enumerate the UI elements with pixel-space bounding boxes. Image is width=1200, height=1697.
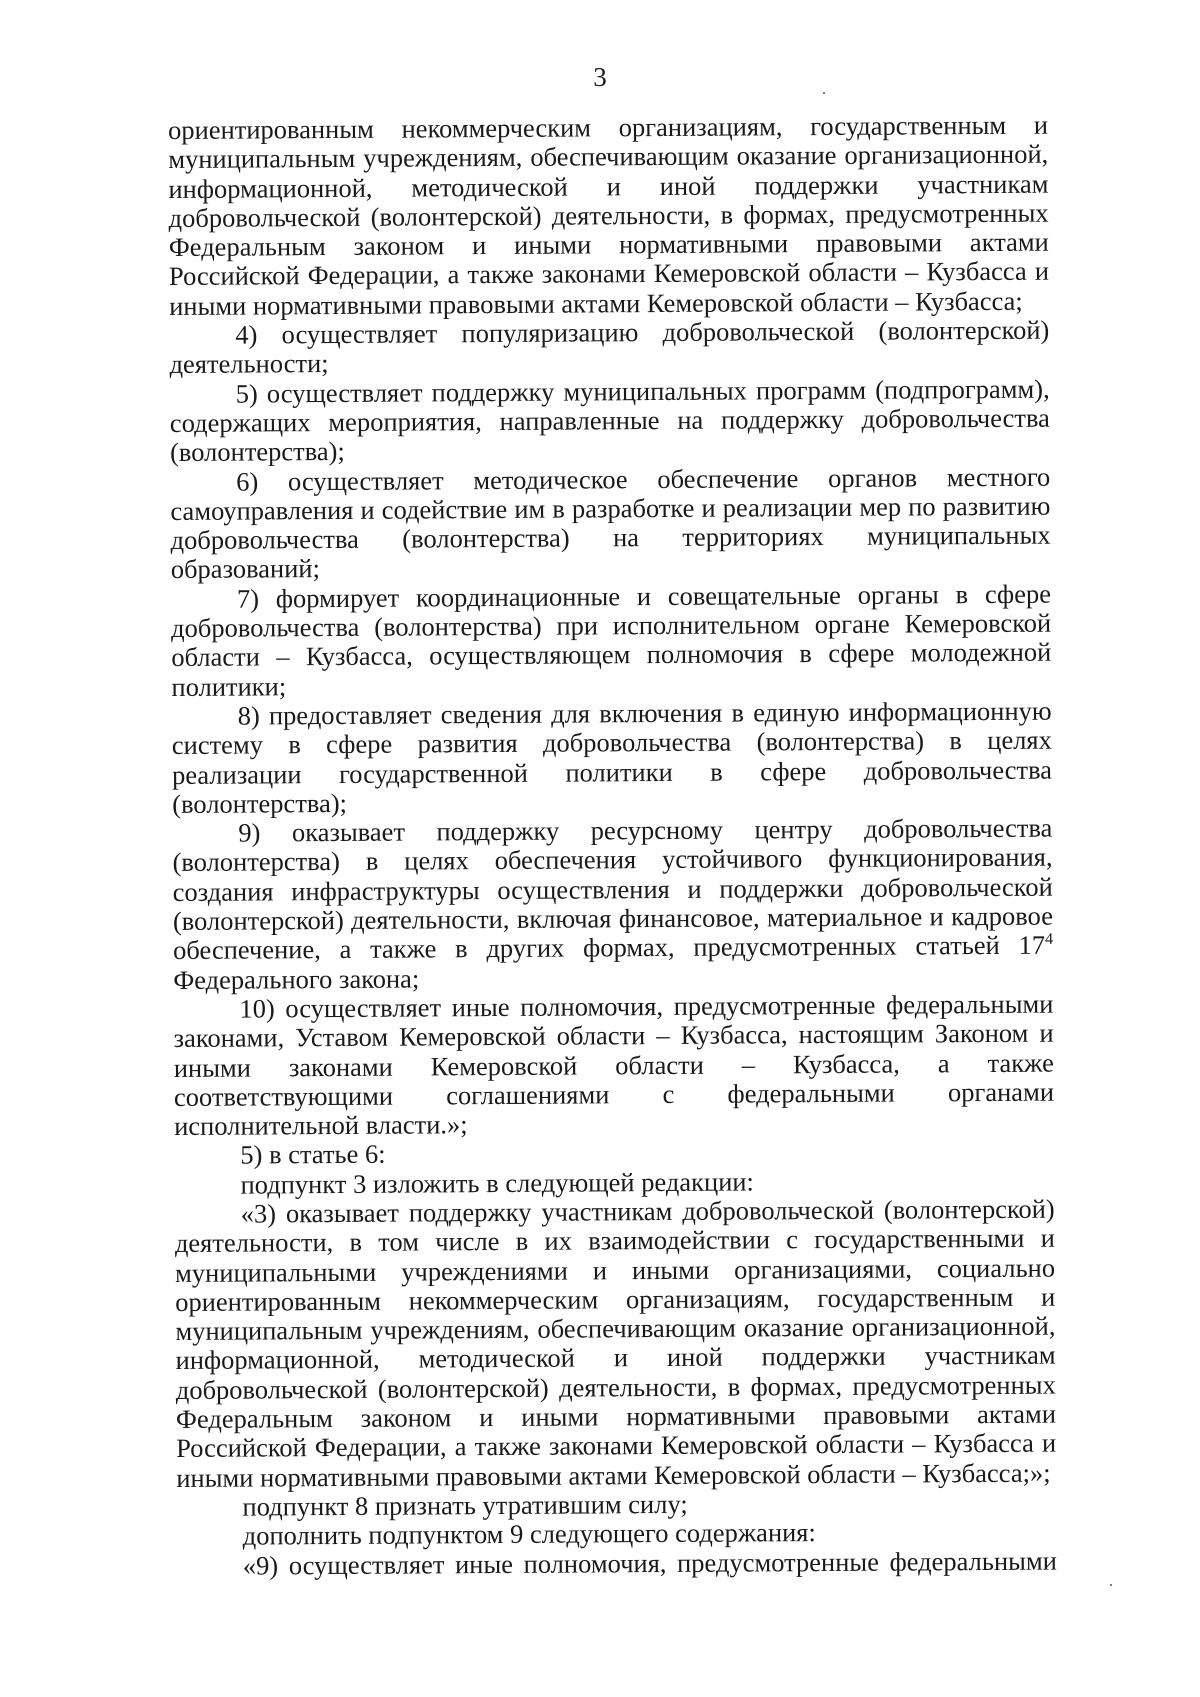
paragraph-subitem-3-intro: подпункт 3 изложить в следующей редакции: [240,1166,754,1200]
paragraph-item-9 [172,814,1053,995]
paragraph-item-10: 10) осуществляет иные полномочия, предусмотренные федеральными законами, Уставом Кемеровской области – Кузбасса, настоящим Законом и иными законами Кемеровской области – Кузбасса, а также соответствующими соглашениями с федеральными органами исполнительной власти.»; [173,988,1055,1142]
paragraph-item-8: 8) предоставляет сведения для включения в единую информационную систему в сфере развития добровольчества (волонтерства) в целях реализации государственной политики в сфере добровольчества (волонтерства); [171,695,1053,819]
scan-speck [823,92,825,94]
paragraph-item-6: 6) осуществляет методическое обеспечение органов местного самоуправления и содействие им в разработке и реализации мер по развитию добровольчества (волонтерства) на территориях муниципальных образований; [170,461,1051,585]
paragraph-subitem-8: подпункт 8 признать утратившим силу; [242,1488,688,1522]
paragraph-item-9-tail: Федерального закона; [173,963,420,995]
paragraph-article-6: 5) в статье 6: [240,1139,386,1170]
paragraph-item-7: 7) формирует координационные и совещательные органы в сфере добровольчества (волонтерства) при исполнительном органе Кемеровской области – Кузбасса, осуществляющем полномочия в сфере молодежной политики; [171,578,1052,702]
article-superscript: 4 [1044,931,1054,949]
page-number: 3 [593,62,607,92]
scan-speck [1110,1584,1112,1586]
paragraph-add-subitem-9: дополнить подпунктом 9 следующего содержания: [242,1517,816,1551]
paragraph-item-4: 4) осуществляет популяризацию добровольческой (волонтерской) деятельности; [169,314,1050,380]
document-body [168,111,1057,1581]
paragraph-subitem-9-text: «9) осуществляет иные полномочия, предусмотренные федеральными [242,1545,1057,1581]
paragraph-subitem-3-text: «3) оказывает поддержку участникам добровольческой (волонтерской) деятельности, в том числе в их взаимодействии с государственными и муниципальными учреждениями и иными организациями, социально ориентированным некоммерческим организациям, государственным и муниципальным учреждениям, обеспечивающим оказание организационной, информационной, методической и иной поддержки участникам добровольческой (волонтерской) деятельности, в формах, предусмотренных Федеральным законом и иными нормативными правовыми актами Российской Федерации, а также законами Кемеровской области – Кузбасса и иными нормативными правовыми актами Кемеровской области – Кузбасса;»; [174,1193,1057,1493]
paragraph-continuation: ориентированным некоммерческим организациям, государственным и муниципальным учреждениям, обеспечивающим оказание организационной, информационной, методической и иной поддержки участникам добровольческой (волонтерской) деятельности, в формах, предусмотренных Федеральным законом и иными нормативными правовыми актами Российской Федерации, а также законами Кемеровской области – Кузбасса и иными нормативными правовыми актами Кемеровской области – Кузбасса; [167,109,1050,321]
paragraph-item-5: 5) осуществляет поддержку муниципальных программ (подпрограмм), содержащих мероприятия, направленные на поддержку добровольчества (волонтерства); [169,373,1050,468]
paragraph-item-9-text: 9) оказывает поддержку ресурсному центру добровольчества (волонтерства) в целях обеспечения устойчивого функционирования, создания инфраструктуры осуществления и поддержки добровольческой (волонтерской) деятельности, включая финансовое, материальное и кадровое обеспечение, а также в других формах, предусмотренных статьей 17 [172,812,1053,966]
